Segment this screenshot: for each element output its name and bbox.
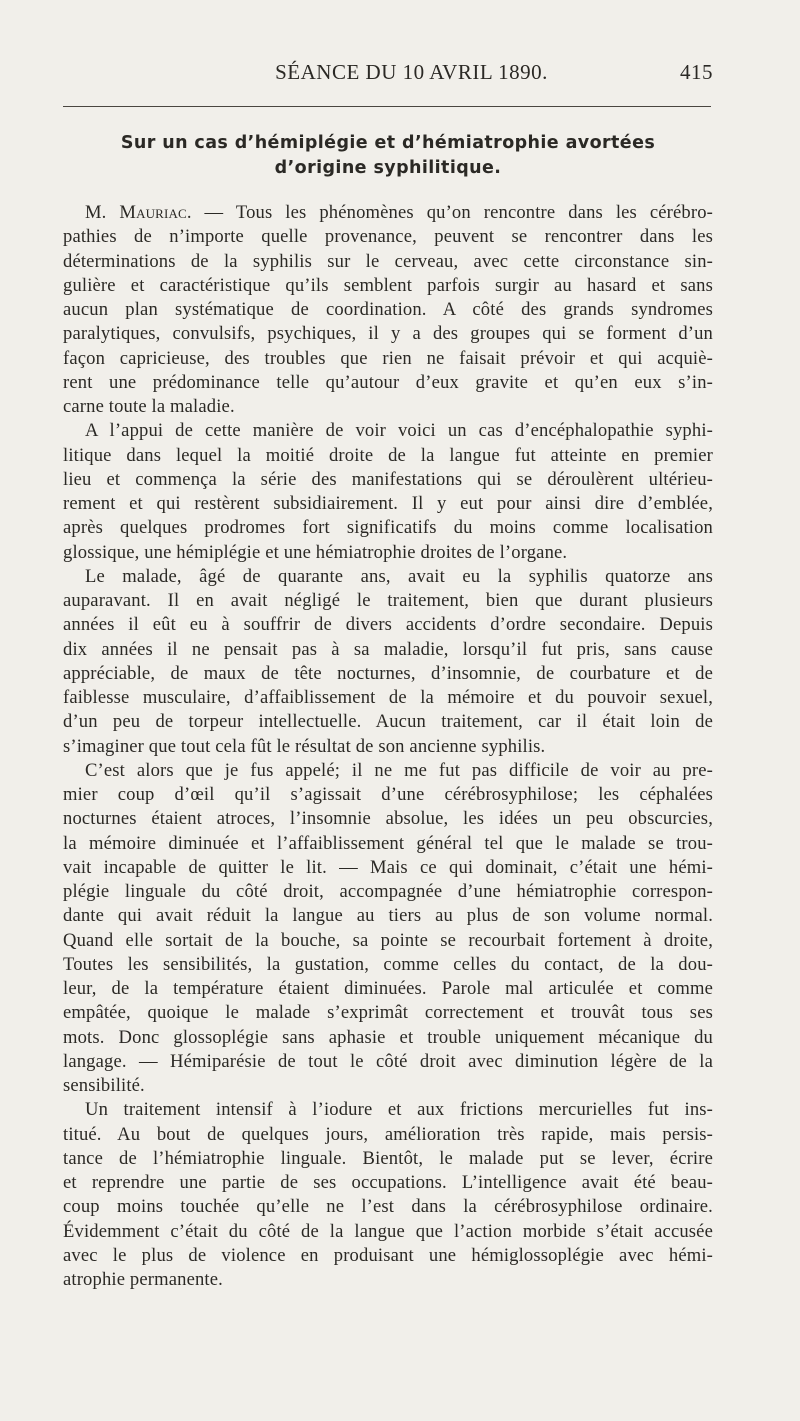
text-line: rent une prédominance telle qu’autour d’eux gravite et qu’en eux s’in-	[63, 371, 713, 393]
text-line: litique dans lequel la moitié droite de la langue fut atteinte en premier	[63, 444, 713, 466]
article-title-line-2: d’origine syphilitique.	[274, 158, 502, 178]
text-line: d’un peu de torpeur intellectuelle. Aucun traitement, car il était loin de	[63, 711, 713, 733]
text-line: C’est alors que je fus appelé; il ne me fut pas difficile de voir au pre-	[85, 759, 713, 781]
article-title	[63, 131, 713, 181]
author-name: Mauriac.	[119, 202, 192, 223]
text-line: sensibilité.	[63, 1075, 145, 1096]
text-line: Un traitement intensif à l’iodure et aux frictions mercurielles fut ins-	[85, 1099, 713, 1121]
text-line: façon capricieuse, des troubles que rien ne faisait prévoir et qui acquiè-	[63, 347, 713, 369]
page-number: 415	[680, 60, 713, 84]
article-body	[63, 201, 713, 1292]
text-line: lieu et commença la série des manifestations qui se déroulèrent ultérieu-	[63, 468, 713, 490]
text-line: rement et qui restèrent subsidiairement. Il y eut pour ainsi dire d’emblée,	[63, 493, 713, 514]
text-line: mots. Donc glossoplégie sans aphasie et trouble uniquement mécanique du	[63, 1026, 713, 1048]
text-line: Évidemment c’était du côté de la langue que l’action morbide s’était accusée	[63, 1220, 713, 1242]
text-line: auparavant. Il en avait négligé le traitement, bien que durant plusieurs	[63, 590, 713, 611]
text-line: M. Mauriac. — Tous les phénomènes qu’on rencontre dans les cérébro-	[85, 202, 713, 223]
text-line: après quelques prodromes fort significatifs du moins comme localisation	[63, 517, 713, 539]
text-line: Le malade, âgé de quarante ans, avait eu la syphilis quatorze ans	[85, 565, 713, 587]
text-line: langage. — Hémiparésie de tout le côté droit avec diminution légère de la	[63, 1050, 713, 1072]
text-line: A l’appui de cette manière de voir voici un cas d’encéphalopathie syphi-	[85, 420, 713, 442]
text-line: appréciable, de maux de tête nocturnes, d’insomnie, de courbature et de	[63, 662, 713, 684]
article-title-line-1: Sur un cas d’hémiplégie et d’hémiatrophie avortées	[120, 133, 656, 153]
text-line: titué. Au bout de quelques jours, amélioration très rapide, mais persis-	[63, 1123, 713, 1145]
page	[63, 60, 713, 1292]
text-line: et reprendre une partie de ses occupations. L’intelligence avait été beau-	[63, 1172, 713, 1193]
text-line: atrophie permanente.	[63, 1269, 223, 1290]
text-line: plégie linguale du côté droit, accompagnée d’une hémiatrophie correspon-	[63, 881, 713, 902]
text-line: mier coup d’œil qu’il s’agissait d’une cérébrosyphilose; les céphalées	[63, 784, 713, 805]
header-rule	[63, 106, 711, 107]
text-line: faiblesse musculaire, d’affaiblissement de la mémoire et du pouvoir sexuel,	[63, 687, 713, 708]
running-title: SÉANCE DU 10 AVRIL 1890.	[275, 60, 548, 84]
text-line: dix années il ne pensait pas à sa maladie, lorsqu’il fut pris, sans cause	[63, 638, 713, 660]
text-line: coup moins touchée qu’elle ne l’est dans la cérébrosyphilose ordinaire.	[63, 1196, 713, 1218]
text-line: glossique, une hémiplégie et une hémiatrophie droites de l’organe.	[63, 541, 568, 563]
text-line: Quand elle sortait de la bouche, sa pointe se recourbait fortement à droite,	[63, 929, 713, 951]
text-line: dante qui avait réduit la langue au tiers au plus de son volume normal.	[63, 905, 713, 927]
text-line: gulière et caractéristique qu’ils semblent parfois surgir au hasard et sans	[63, 274, 713, 296]
text-line: années il eût eu à souffrir de divers accidents d’ordre secondaire. Depuis	[63, 614, 713, 636]
running-head	[63, 60, 713, 96]
text-line: aucun plan systématique de coordination. A côté des grands syndromes	[63, 299, 713, 320]
text-line: leur, de la température étaient diminuées. Parole mal articulée et comme	[63, 978, 713, 999]
text-line: déterminations de la syphilis sur le cerveau, avec cette circonstance sin-	[63, 250, 713, 272]
text-line: nocturnes étaient atroces, l’insomnie absolue, les idées un peu obscurcies,	[63, 808, 713, 830]
text-line: vait incapable de quitter le lit. — Mais ce qui dominait, c’était une hémi-	[63, 856, 713, 878]
text-line: s’imaginer que tout cela fût le résultat de son ancienne syphilis.	[63, 735, 546, 757]
text-line: paralytiques, convulsifs, psychiques, il y a des groupes qui se forment d’un	[63, 323, 713, 345]
text-line: avec le plus de violence en produisant une hémiglossoplégie avec hémi-	[63, 1244, 713, 1266]
text-line: carne toute la maladie.	[63, 396, 235, 417]
text-line: pathies de n’importe quelle provenance, peuvent se rencontrer dans les	[63, 226, 713, 248]
text-line: empâtée, quoique le malade s’exprimât correctement et trouvât tous ses	[63, 1002, 713, 1024]
text-line: tance de l’hémiatrophie linguale. Bientôt, le malade put se lever, écrire	[63, 1147, 713, 1169]
text-line: la mémoire diminuée et l’affaiblissement général tel que le malade se trou-	[63, 832, 713, 854]
text-line: Toutes les sensibilités, la gustation, comme celles du contact, de la dou-	[63, 953, 713, 975]
